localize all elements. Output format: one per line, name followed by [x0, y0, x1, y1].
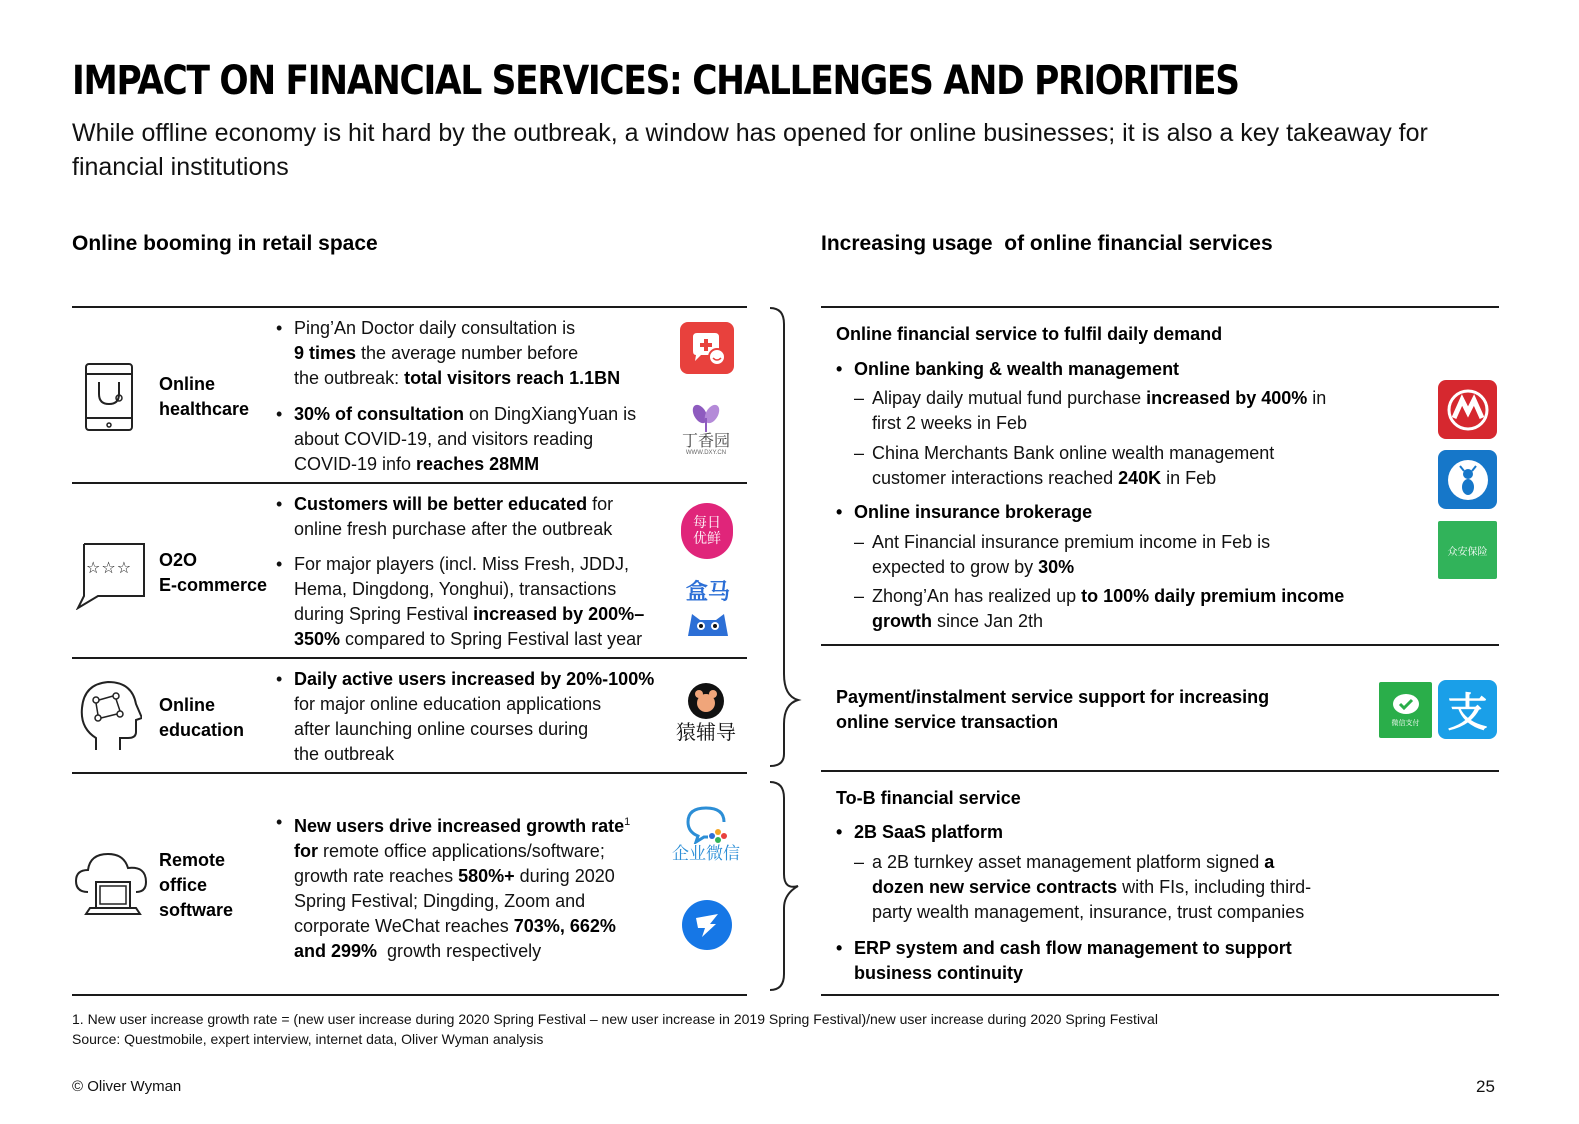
phone-stethoscope-icon: [84, 362, 136, 434]
divider: [72, 482, 747, 484]
left-section-heading: Online booming in retail space: [72, 232, 378, 255]
category-label-healthcare: Online healthcare: [159, 374, 250, 419]
yuanfudao-logo: 猿辅导: [670, 682, 742, 744]
block-title-daily-demand: Online financial service to fulfil daily demand: [836, 324, 1223, 344]
pingan-doctor-logo: [680, 322, 734, 374]
bullet-erp: • ERP system and cash flow management to support business continuity: [836, 938, 1292, 983]
block-title-tob: To-B financial service: [836, 788, 1021, 808]
missfresh-logo: 每日 优鲜: [681, 503, 733, 559]
wechat-pay-logo: 微信支付: [1379, 682, 1432, 738]
category-label-o2o: O2O E-commerce: [159, 550, 268, 595]
divider: [821, 306, 1499, 308]
zhongan-logo: 众安保险: [1438, 521, 1497, 579]
cmb-logo: [1438, 380, 1497, 439]
dingding-logo: [682, 900, 732, 950]
copyright: © Oliver Wyman: [72, 1078, 182, 1095]
bullet-o2o-1: • Customers will be better educated for online fresh purchase after the outbreak: [276, 494, 614, 539]
divider: [821, 994, 1499, 996]
dingxiangyuan-logo: 丁香园 WWW.DXY.CN: [676, 402, 736, 456]
category-label-education: Online education: [159, 695, 245, 740]
bullet-healthcare-2: • 30% of consultation on DingXiangYuan is about COVID-19, and visitors reading COVID-19 info reaches 28MM: [276, 404, 637, 474]
alipay-logo: 支: [1438, 680, 1497, 739]
bullet-saas: • 2B SaaS platform: [836, 822, 1004, 842]
sub-zhongan: – Zhong’An has realized up to 100% daily premium income growth since Jan 2th: [854, 586, 1345, 631]
cloud-laptop-icon: [74, 848, 150, 918]
bullet-healthcare-1: • Ping’An Doctor daily consultation is 9 times the average number before the outbreak: total visitors reach 1.1BN: [276, 318, 621, 388]
bullet-o2o-2: • For major players (incl. Miss Fresh, JDDJ, Hema, Dingdong, Yonghui), transactions during Spring Festival increased by 200%– 350% compared to Spring Festival last year: [276, 554, 645, 649]
divider: [72, 994, 747, 996]
page-number: 25: [1476, 1077, 1495, 1096]
bullet-online-banking: • Online banking & wealth management: [836, 359, 1180, 379]
sub-ant-insurance: – Ant Financial insurance premium income in Feb is expected to grow by 30%: [854, 532, 1271, 577]
divider: [821, 644, 1499, 646]
right-section-heading: Increasing usage of online financial services: [821, 232, 1273, 255]
divider: [72, 772, 747, 774]
divider: [821, 770, 1499, 772]
page-subtitle: While offline economy is hit hard by the outbreak, a window has opened for online businesses; it is also a key takeaway for financial institutions: [72, 119, 1428, 181]
bullet-education-1: • Daily active users increased by 20%-100% for major online education applications after launching online courses during the outbreak: [276, 669, 655, 764]
star-rating-icon: ☆☆☆: [86, 558, 133, 577]
category-label-remote-office: Remote office software: [159, 850, 234, 920]
ant-financial-logo: [1438, 450, 1497, 509]
head-circuit-icon: [76, 678, 142, 754]
page-title: IMPACT ON FINANCIAL SERVICES: CHALLENGES AND PRIORITIES: [72, 58, 1239, 104]
brace-icon: [762, 304, 806, 999]
divider: [72, 657, 747, 659]
block-title-payment: Payment/instalment service support for increasing online service transaction: [836, 687, 1270, 732]
divider: [72, 306, 747, 308]
wework-logo: 企业微信: [664, 804, 748, 864]
source-note: Source: Questmobile, expert interview, internet data, Oliver Wyman analysis: [72, 1031, 544, 1047]
bullet-online-insurance: • Online insurance brokerage: [836, 502, 1093, 522]
sub-saas-platform: – a 2B turnkey asset management platform signed a dozen new service contracts with FIs, including third- party wealth management, insurance, trust companies: [854, 852, 1312, 922]
sub-cmb-wealth: – China Merchants Bank online wealth management customer interactions reached 240K in Feb: [854, 443, 1275, 488]
hema-logo: 盒马: [680, 580, 736, 640]
footnote: 1. New user increase growth rate = (new user increase during 2020 Spring Festival – new user increase in 2019 Spring Festival)/new user increase during 2020 Spring Festival: [72, 1011, 1158, 1027]
sub-alipay-fund: – Alipay daily mutual fund purchase increased by 400% in first 2 weeks in Feb: [854, 388, 1327, 433]
bullet-remote-office-1: • New users drive increased growth rate$^1$ for remote office applications/software; growth rate reaches 580%+ during 2020 Spring Festival; Dingding, Zoom and corporate WeChat reaches 703%, 662% and 299% growth respectively: [276, 812, 631, 961]
